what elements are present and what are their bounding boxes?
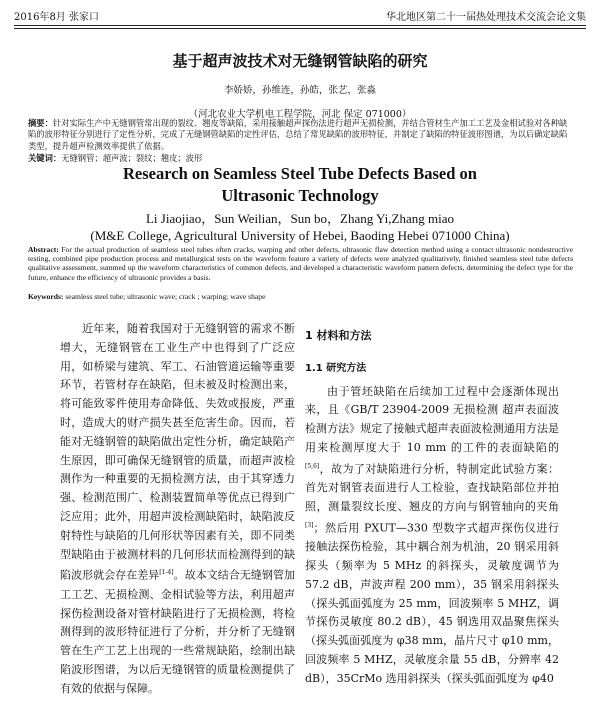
methods-column (305, 322, 559, 689)
abstract-english-text: For the actual production of seamless steel tubes often cracks, warping and other defects, ultrasonic flaw detection method using a contact ultrasonic nondestructive testing, combined pipe production process and metallurgical tests on the waveform feature a variety of defects were analyzed qualitatively, finished seamless steel tube defects qualitative assessment, summed up the waveform characteristics of common defects, and developed a characteristic waveform pattern defects, determining the defect type for the future, enhance the efficiency of ultrasonic provides a basis. (28, 245, 573, 282)
affiliation-chinese: （河北农业大学机电工程学院，河北 保定 071000） (188, 109, 412, 120)
keywords-chinese-text: 无缝钢管；超声波；裂纹；翘皮；波形 (61, 153, 203, 163)
citation-3: [3] (305, 521, 314, 529)
authors-english: Li Jiaojiao，Sun Weilian，Sun bo，Zhang Yi,Zhang miao (145, 211, 455, 226)
authors-chinese: 李娇娇，孙维连，孙皓，张艺，张淼 (223, 85, 376, 96)
methods-paragraph (305, 383, 559, 689)
header-rule-thin (14, 28, 586, 29)
keywords-chinese-label: 关键词： (28, 153, 62, 163)
header-right: 华北地区第二十一届热处理技术交流会论文集 (386, 12, 586, 23)
title-english-line2: Ultrasonic Technology (221, 186, 379, 205)
methods-text-3: ；然后用 PXUT—330 型数字式超声探伤仪进行接触法探伤检验，其中耦合剂为机油，20 钢采用斜探头（频率为 5 MHz 的斜探头，灵敏度调节为 57.2 dB，声波声程 200 mm），35 钢采用斜探头（探头弧面弧度为 25 mm，回波频率 5 MHZ，调节探伤灵敏度 80.2 dB），45 钢选用双晶聚焦探头（探头弧面弧度为 φ38 mm，晶片尺寸 φ10 mm，回波频率 5 MHZ，灵敏度余量 55 dB，分辨率 42 dB），35CrMo 选用斜探头（探头弧面弧度为 φ40 (305, 521, 559, 685)
keywords-english-text: seamless steel tube; ultrasonic wave; crack ; warping; wave shape (63, 292, 266, 301)
abstract-english (28, 245, 573, 282)
introduction-paragraph (60, 320, 295, 699)
affiliation-english: (M&E College, Agricultural University of Hebei, Baoding Hebei 071000 China) (90, 228, 510, 243)
abstract-chinese-label: 摘要： (28, 118, 53, 128)
section-heading-materials-methods: 1 材料和方法 (305, 329, 372, 342)
intro-text-1: 近年来，随着我国对于无缝钢管的需求不断增大，无缝钢管在工业生产中也得到了广泛应用，如桥梁与建筑、军工、石油管道运输等重要环节，若管材存在缺陷，但未被及时检测出来，将可能致零件使用寿命降低、失效或报废，严重时，造成大的财产损失甚至危害生命。因而，若能对无缝钢管的缺陷做出定性分析，确定缺陷产生原因，即可确保无缝钢管的质量，而超声波检测作为一种重要的无损检测方法，由于其穿透力强、检测范围广、检测装置简单等优点已得到广泛应用；此外，用超声波检测缺陷时，缺陷波反射特性与缺陷的几何形状等因素有关，即不同类型缺陷由于被测材料的几何形状而检测得到的缺陷波形就会存在差异 (60, 322, 295, 583)
methods-text-1: 由于管坯缺陷在后续加工过程中会逐渐体现出来，且《GB/T 23904-2009 无损检测 超声表面波检测方法》规定了接触式超声表面波检测通用方法是用来检测厚度大于 10 mm 的工件的表面缺陷的 (305, 384, 559, 454)
abstract-english-label: Abstract: (28, 245, 59, 254)
citation-1-4: [1-4] (159, 569, 174, 577)
title-english (0, 163, 600, 207)
abstract-chinese (28, 118, 573, 152)
introduction-column (60, 320, 295, 699)
title-english-line1: Research on Seamless Steel Tube Defects Based on (123, 164, 477, 183)
keywords-english (28, 292, 573, 301)
abstract-chinese-text: 针对实际生产中无缝钢管常出现的裂纹、翘皮等缺陷，采用接触超声探伤法进行超声无损检测，并结合管材生产加工工艺及金相试验对各种缺陷的波形特征分别进行了定性分析，完成了无缝钢管缺陷的定性评估，总结了常见缺陷的波形特征，并制定了缺陷的特征波形图谱，为以后确定缺陷类型，提升超声检测效率提供了依据。 (28, 118, 568, 151)
methods-text-2: ，故为了对缺陷进行分析，特制定此试验方案：首先对钢管表面进行人工检验，查找缺陷部位并拍照，测量裂纹长度、翘皮的方向与钢管轴向的夹角 (305, 462, 559, 514)
title-chinese: 基于超声波技术对无缝钢管缺陷的研究 (172, 52, 428, 70)
keywords-english-label: Keywords: (28, 292, 64, 301)
running-header (14, 8, 586, 22)
header-rule (14, 25, 586, 26)
intro-text-2: 。故本文结合无缝钢管加工工艺、无损检测、金相试验等方法，利用超声探伤检测设备对管材缺陷进行了无损检测，将检测得到的波形特征进行了分析，并分析了无缝钢管在生产工艺上出现的一些常规缺陷，绘制出缺陷波形图谱，为以后无缝钢管的质量检测提供了有效的依据与保障。 (60, 569, 296, 695)
header-left: 2016年8月 张家口 (14, 12, 99, 23)
subsection-heading-research-method: 1.1 研究方法 (305, 362, 367, 374)
citation-5-6: [5,6] (305, 462, 320, 470)
